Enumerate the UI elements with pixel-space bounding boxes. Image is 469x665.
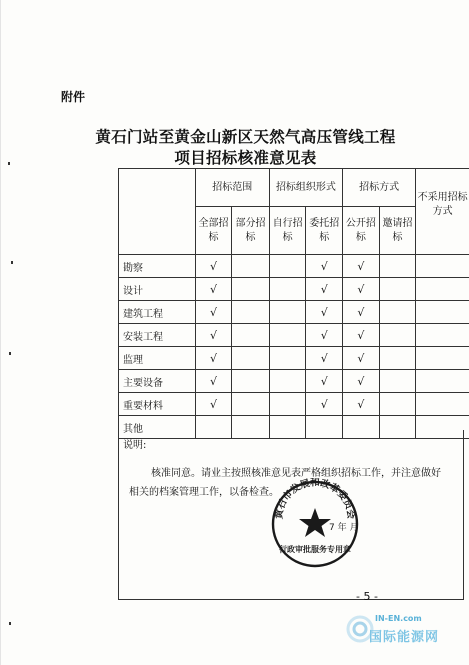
empty-cell [416, 347, 469, 370]
scan-speck [11, 261, 13, 264]
checkmark-cell: √ [343, 255, 380, 278]
table-row [119, 347, 469, 370]
empty-cell [379, 347, 416, 370]
seal-date-fragment: 7 年 月 [329, 523, 359, 533]
approval-table [118, 168, 469, 439]
header-full-bidding: 全部招标 [195, 207, 232, 255]
empty-cell [379, 278, 416, 301]
checkmark-cell: √ [306, 324, 343, 347]
empty-cell [416, 370, 469, 393]
empty-cell [379, 393, 416, 416]
checkmark-cell: √ [343, 370, 380, 393]
checkmark-cell: √ [343, 324, 380, 347]
row-label: 建筑工程 [119, 301, 196, 324]
empty-cell [232, 370, 270, 393]
empty-cell [232, 301, 270, 324]
checkmark-cell: √ [306, 370, 343, 393]
checkmark-cell: √ [306, 301, 343, 324]
empty-cell [269, 301, 306, 324]
checkmark-cell: √ [195, 278, 232, 301]
header-method: 招标方式 [343, 169, 416, 207]
checkmark-cell: √ [343, 347, 380, 370]
empty-cell [269, 324, 306, 347]
header-partial-bidding: 部分招标 [232, 207, 270, 255]
official-seal [269, 478, 361, 574]
checkmark-cell: √ [195, 393, 232, 416]
empty-cell [269, 278, 306, 301]
document-subtitle: 项目招标核准意见表 [174, 148, 317, 167]
empty-cell [416, 301, 469, 324]
empty-cell [232, 347, 270, 370]
empty-cell [416, 278, 469, 301]
table-corner-cell [119, 169, 196, 255]
page-number: - 5 - [356, 590, 378, 603]
row-label: 监理 [119, 347, 196, 370]
watermark-domain: IN-EN.com [375, 614, 422, 623]
checkmark-cell: √ [343, 278, 380, 301]
empty-cell [379, 255, 416, 278]
table-row [119, 301, 469, 324]
checkmark-cell: √ [306, 393, 343, 416]
empty-cell [379, 370, 416, 393]
header-no-bidding: 不采用招标方式 [416, 169, 469, 255]
scan-speck [9, 622, 11, 625]
empty-cell [269, 393, 306, 416]
header-invited-bidding: 邀请招标 [379, 207, 416, 255]
empty-cell [232, 278, 270, 301]
checkmark-cell: √ [195, 324, 232, 347]
notes-label: 说明: [123, 440, 147, 451]
table-row [119, 278, 469, 301]
empty-cell [269, 255, 306, 278]
empty-cell [232, 324, 270, 347]
row-label: 主要设备 [119, 370, 196, 393]
attachment-label: 附件 [61, 90, 86, 104]
header-self-bidding: 自行招标 [269, 207, 306, 255]
document-title: 黄石门站至黄金山新区天然气高压管线工程 [95, 127, 396, 146]
empty-cell [269, 370, 306, 393]
notes-body: 核准同意。请业主按照核准意见表严格组织招标工作，并注意做好相关的档案管理工作，以备检查。 [129, 468, 441, 498]
seal-arc-text: 黄石市发展和改革委员会 [273, 478, 357, 520]
seal-bottom-text: 行政审批服务专用章 [279, 545, 351, 554]
checkmark-cell: √ [343, 393, 380, 416]
checkmark-cell: √ [195, 347, 232, 370]
empty-cell [232, 393, 270, 416]
table-row [119, 393, 469, 416]
empty-cell [416, 255, 469, 278]
watermark-site-name: 国际能源网 [369, 630, 440, 645]
empty-cell [416, 324, 469, 347]
empty-cell [232, 255, 270, 278]
empty-cell [379, 324, 416, 347]
header-open-bidding: 公开招标 [343, 207, 380, 255]
empty-cell [269, 347, 306, 370]
row-label: 勘察 [119, 255, 196, 278]
seal-graphic [269, 478, 361, 570]
table-row [119, 324, 469, 347]
checkmark-cell: √ [195, 301, 232, 324]
header-org-form: 招标组织形式 [269, 169, 342, 207]
table-row [119, 255, 469, 278]
checkmark-cell: √ [306, 278, 343, 301]
checkmark-cell: √ [195, 255, 232, 278]
checkmark-cell: √ [195, 370, 232, 393]
header-entrusted-bidding: 委托招标 [306, 207, 343, 255]
checkmark-cell: √ [306, 347, 343, 370]
empty-cell [416, 393, 469, 416]
checkmark-cell: √ [343, 301, 380, 324]
scan-speck [9, 352, 11, 355]
row-label: 重要材料 [119, 393, 196, 416]
row-label: 设计 [119, 278, 196, 301]
table-row [119, 370, 469, 393]
scan-speck [8, 162, 10, 165]
checkmark-cell: √ [306, 255, 343, 278]
row-label: 安装工程 [119, 324, 196, 347]
row-label: 其他 [119, 416, 196, 439]
seal-star-icon [299, 508, 331, 537]
header-scope: 招标范围 [195, 169, 269, 207]
empty-cell [379, 301, 416, 324]
